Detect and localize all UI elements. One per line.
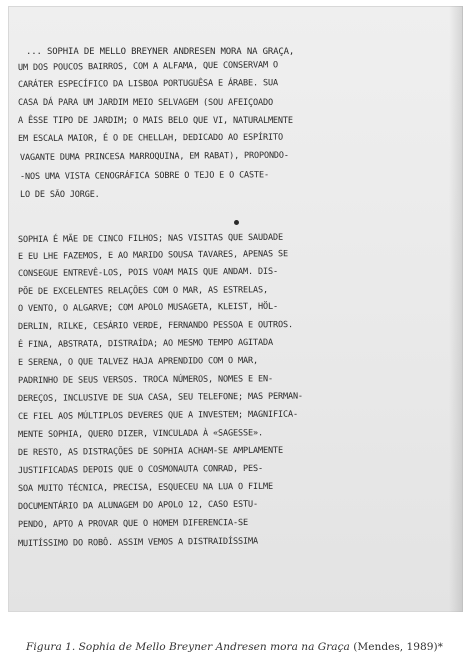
manuscript-scan (8, 6, 463, 612)
manuscript-line: PÕE DE EXCELENTES RELAÇÕES COM O MAR, AS ESTRELAS, (17, 285, 268, 297)
separator-dot (234, 220, 239, 225)
manuscript-line: PADRINHO DE SEUS VERSOS. TROCA NÚMEROS, NOMES E EN- (17, 374, 273, 386)
manuscript-line: MUITÍSSIMO DO ROBÔ. ASSIM VEMOS A DISTRAIDÍSSIMA (17, 536, 258, 549)
manuscript-line: UM DOS POUCOS BAIRROS, COM A ALFAMA, QUE CONSERVAM O (17, 60, 278, 73)
manuscript-line: DE RESTO, AS DISTRAÇÕES DE SOPHIA ACHAM-SE AMPLAMENTE (17, 445, 283, 458)
figure-caption (0, 641, 469, 653)
manuscript-line: DEREÇOS, INCLUSIVE DE SUA CASA, SEU TELEFONE; MAS PERMAN- (17, 391, 303, 404)
manuscript-line: E EU LHE FAZEMOS, E AO MARIDO SOUSA TAVARES, APENAS SE (17, 249, 288, 262)
manuscript-line: MENTE SOPHIA, QUERO DIZER, VINCULADA À «SAGESSE». (17, 428, 263, 440)
manuscript-line: JUSTIFICADAS DEPOIS QUE O COSMONAUTA CONRAD, PES- (17, 463, 263, 476)
manuscript-line: LO DE SÃO JORGE. (20, 190, 100, 200)
manuscript-line: DERLIN, RILKE, CESÁRIO VERDE, FERNANDO PESSOA E OUTROS. (17, 320, 293, 332)
manuscript-line: DOCUMENTÁRIO DA ALUNAGEM DO APOLO 12, CASO ESTU- (17, 499, 258, 512)
manuscript-line: CASA DÁ PARA UM JARDIM MEIO SELVAGEM (SOU AFEIÇOADO (18, 98, 273, 108)
manuscript-line: SOA MUITO TÉCNICA, PRECISA, ESQUECEU NA LUA O FILME (17, 481, 273, 494)
manuscript-line: A ÊSSE TIPO DE JARDIM; O MAIS BELO QUE VI, NATURALMENTE (18, 116, 293, 126)
manuscript-line: CONSEGUE ENTREVÊ-LOS, POIS VOAM MAIS QUE ANDAM. DIS- (17, 266, 278, 279)
manuscript-line: VAGANTE DUMA PRINCESA MARROQUINA, EM RABAT), PROPONDO- (19, 150, 289, 163)
manuscript-line: -NOS UMA VISTA CENOGRÁFICA SOBRE O TEJO E O CASTE- (19, 170, 269, 182)
manuscript-line: PENDO, APTO A PROVAR QUE O HOMEM DIFERENCIA-SE (17, 517, 248, 530)
manuscript-line: E SERENA, O QUE TALVEZ HAJA APRENDIDO COM O MAR, (17, 355, 258, 368)
manuscript-line: É FINA, ABSTRATA, DISTRAÍDA; AO MESMO TEMPO AGITADA (17, 337, 273, 350)
manuscript-line: O VENTO, O ALGARVE; COM APOLO MUSAGETA, KLEIST, HÖL- (17, 301, 278, 314)
manuscript-line: CARÁTER ESPECÍFICO DA LISBOA PORTUGUÊSA E ÁRABE. SUA (17, 78, 278, 90)
manuscript-line: SOPHIA É MÃE DE CINCO FILHOS; NAS VISITAS QUE SAUDADE (17, 232, 283, 245)
manuscript-line: ... SOPHIA DE MELLO BREYNER ANDRESEN MORA NA GRAÇA, (26, 46, 295, 57)
manuscript-line: CE FIEL AOS MÚLTIPLOS DEVERES QUE A INVESTEM; MAGNIFICA- (17, 409, 298, 422)
manuscript-line: EM ESCALA MAIOR, É O DE CHELLAH, DEDICADO AO ESPÍRITO (17, 132, 283, 144)
caption-title: Figura 1. Sophia de Mello Breyner Andresen mora na Graça (26, 640, 350, 653)
caption-citation: (Mendes, 1989)* (349, 640, 443, 653)
